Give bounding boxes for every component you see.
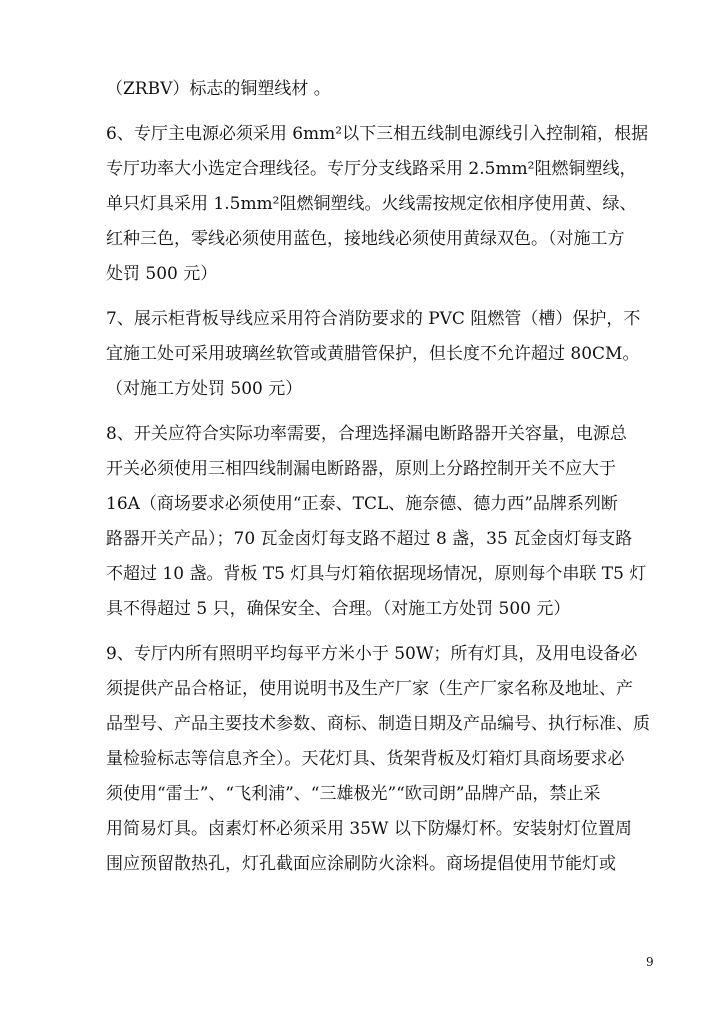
- paragraph-gap: [106, 292, 662, 302]
- item-7-line-3: （对施工方处罚 500 元）: [106, 379, 303, 399]
- paragraph-gap: [106, 627, 662, 637]
- item-8-line-2: 开关必须使用三相四线制漏电断路器，原则上分路控制开关不应大于: [106, 459, 616, 479]
- item-9-line-4: 量检验标志等信息齐全）。天花灯具、货架背板及灯箱灯具商场要求必: [106, 749, 625, 769]
- item-9-line-7: 围应预留散热孔，灯孔截面应涂刷防火涂料。商场提倡使用节能灯或: [106, 854, 616, 874]
- item-9-line-6: 用简易灯具。卤素灯杯必须采用 35W 以下防爆灯杯。安装射灯位置周: [106, 819, 632, 839]
- item-8-line-1: 8、开关应符合实际功率需要，合理选择漏电断路器开关容量，电源总: [106, 424, 627, 444]
- item-7-line-2: 宜施工处可采用玻璃丝软管或黄腊管保护，但长度不允许超过 80CM。: [106, 344, 640, 364]
- document-body: [106, 72, 662, 882]
- paragraph-gap: [106, 407, 662, 417]
- intro-line: （ZRBV）标志的铜塑线材 。: [106, 79, 331, 99]
- item-6-line-3: 单只灯具采用 1.5mm²阻燃铜塑线。火线需按规定依相序使用黄、绿、: [106, 194, 637, 214]
- item-8-line-5: 不超过 10 盏。背板 T5 灯具与灯箱依据现场情况，原则每个串联 T5 灯: [106, 564, 647, 584]
- item-9-line-5: 须使用“雷士”、“飞利浦”、“三雄极光”“欧司朗”品牌产品，禁止采: [106, 784, 601, 804]
- paragraph-gap: [106, 107, 662, 117]
- item-6-line-1: 6、专厅主电源必须采用 6mm²以下三相五线制电源线引入控制箱，根据: [106, 124, 649, 144]
- item-9-line-3: 品型号、产品主要技术参数、商标、制造日期及产品编号、执行标准、质: [106, 714, 650, 734]
- item-6-line-2: 专厅功率大小选定合理线径。专厅分支线路采用 2.5mm²阻燃铜塑线，: [106, 159, 637, 179]
- item-8-line-4: 路器开关产品）；70 瓦金卤灯每支路不超过 8 盏，35 瓦金卤灯每支路: [106, 529, 633, 549]
- item-8-line-6: 具不得超过 5 只，确保安全、合理。（对施工方处罚 500 元）: [106, 599, 571, 619]
- item-9-line-2: 须提供产品合格证，使用说明书及生产厂家（生产厂家名称及地址、产: [106, 679, 633, 699]
- item-6-line-5: 处罚 500 元）: [106, 264, 218, 284]
- item-6-line-4: 红种三色，零线必须使用蓝色，接地线必须使用黄绿双色。（对施工方: [106, 229, 625, 249]
- item-8-line-3: 16A（商场要求必须使用“正泰、TCL、施奈德、德力西”品牌系列断: [106, 494, 618, 514]
- page-number: 9: [646, 955, 654, 969]
- item-7-line-1: 7、展示柜背板导线应采用符合消防要求的 PVC 阻燃管（槽）保护，不: [106, 309, 641, 329]
- item-9-line-1: 9、专厅内所有照明平均每平方米小于 50W；所有灯具，及用电设备必: [106, 644, 638, 664]
